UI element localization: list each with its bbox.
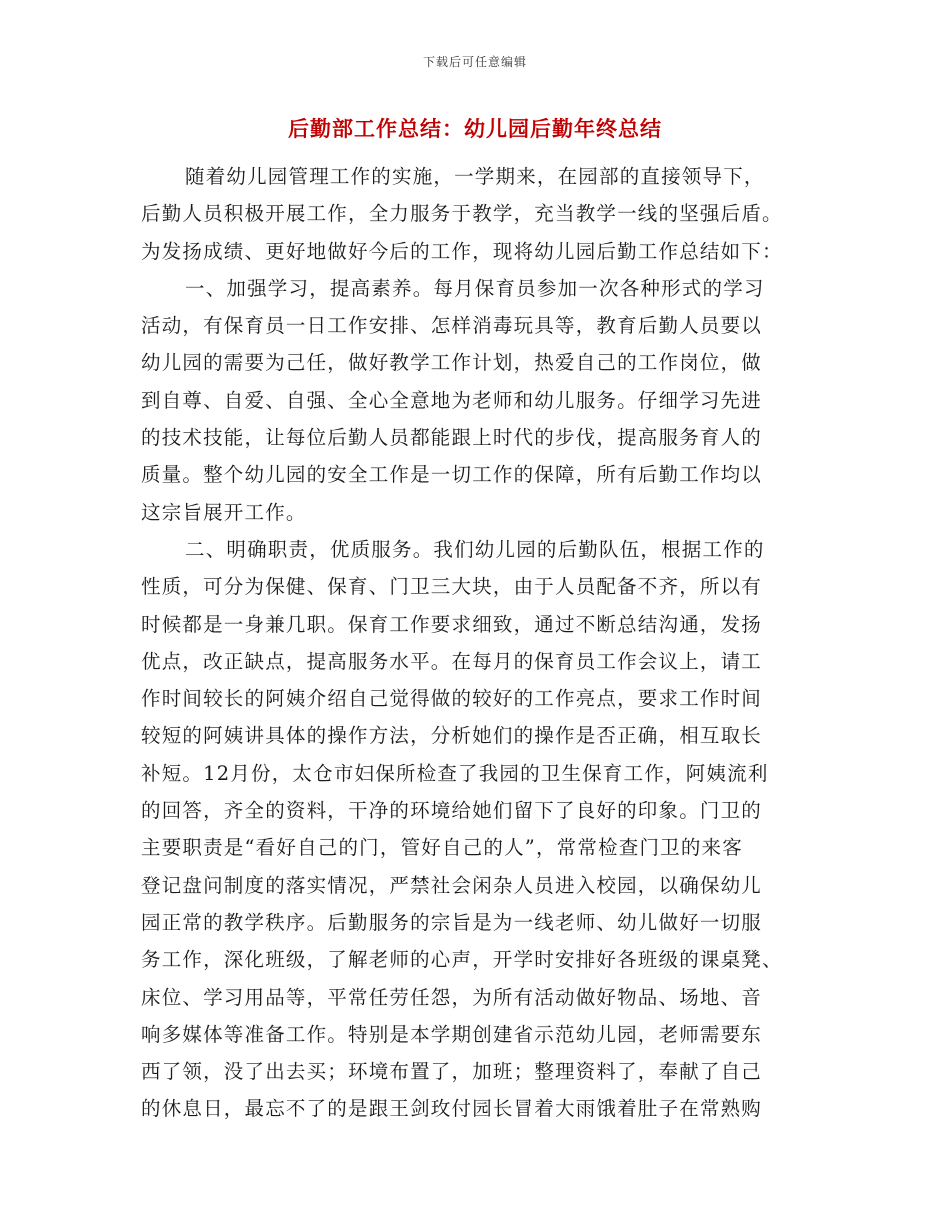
body-line: 到自尊、自爱、自强、全心全意地为老师和幼儿服务。仔细学习先进	[141, 388, 763, 412]
body-line: 补短。12月份，太仓市妇保所检查了我园的卫生保育工作，阿姨流利	[141, 761, 769, 785]
body-line: 的回答，齐全的资料，干净的环境给她们留下了良好的印象。门卫的	[141, 799, 763, 823]
body-line: 西了领，没了出去买；环境布置了，加班；整理资料了，奉献了自己	[141, 1060, 763, 1084]
body-line: 质量。整个幼儿园的安全工作是一切工作的保障，所有后勤工作均以	[141, 463, 763, 487]
body-line: 随着幼儿园管理工作的实施，一学期来，在园部的直接领导下，	[185, 165, 765, 188]
body-line: 响多媒体等准备工作。特别是本学期创建省示范幼儿园，老师需要东	[141, 1022, 763, 1046]
body-line: 较短的阿姨讲具体的操作方法，分析她们的操作是否正确，相互取长	[141, 724, 763, 748]
document-body	[141, 158, 811, 1128]
body-line: 性质，可分为保健、保育、门卫三大块，由于人员配备不齐，所以有	[141, 575, 763, 599]
body-line: 的休息日，最忘不了的是跟王剑玫付园长冒着大雨饿着肚子在常熟购	[141, 1097, 763, 1121]
body-line: 幼儿园的需要为己任，做好教学工作计划，热爱自己的工作岗位，做	[141, 351, 763, 375]
body-line: 作时间较长的阿姨介绍自己觉得做的较好的工作亮点，要求工作时间	[141, 687, 763, 711]
body-line: 园正常的教学秩序。后勤服务的宗旨是为一线老师、幼儿做好一切服	[141, 910, 763, 934]
body-line: 活动，有保育员一日工作安排、怎样消毒玩具等，教育后勤人员要以	[141, 314, 763, 338]
body-line: 床位、学习用品等，平常任劳任怨，为所有活动做好物品、场地、音	[141, 985, 763, 1009]
body-line: 一、加强学习，提高素养。每月保育员参加一次各种形式的学习	[185, 276, 765, 300]
body-line: 这宗旨展开工作。	[141, 500, 307, 524]
body-line: 后勤人员积极开展工作，全力服务于教学，充当教学一线的坚强后盾。	[141, 202, 783, 226]
body-line: 二、明确职责，优质服务。我们幼儿园的后勤队伍，根据工作的	[185, 537, 765, 561]
body-line: 优点，改正缺点，提高服务水平。在每月的保育员工作会议上，请工	[141, 649, 763, 673]
body-line: 为发扬成绩、更好地做好今后的工作，现将幼儿园后勤工作总结如下：	[141, 239, 783, 263]
page-header-note: 下载后可任意编辑	[422, 55, 527, 69]
body-line: 的技术技能，让每位后勤人员都能跟上时代的步伐，提高服务育人的	[141, 426, 763, 450]
body-line: 务工作，深化班级，了解老师的心声，开学时安排好各班级的课桌凳、	[141, 948, 783, 972]
document-title: 后勤部工作总结：幼儿园后勤年终总结	[288, 116, 662, 141]
body-line: 时候都是一身兼几职。保育工作要求细致，通过不断总结沟通，发扬	[141, 612, 763, 636]
body-line: 主要职责是“看好自己的门，管好自己的人”，常常检查门卫的来客	[141, 836, 743, 860]
body-line: 登记盘问制度的落实情况，严禁社会闲杂人员进入校园，以确保幼儿	[141, 873, 763, 897]
